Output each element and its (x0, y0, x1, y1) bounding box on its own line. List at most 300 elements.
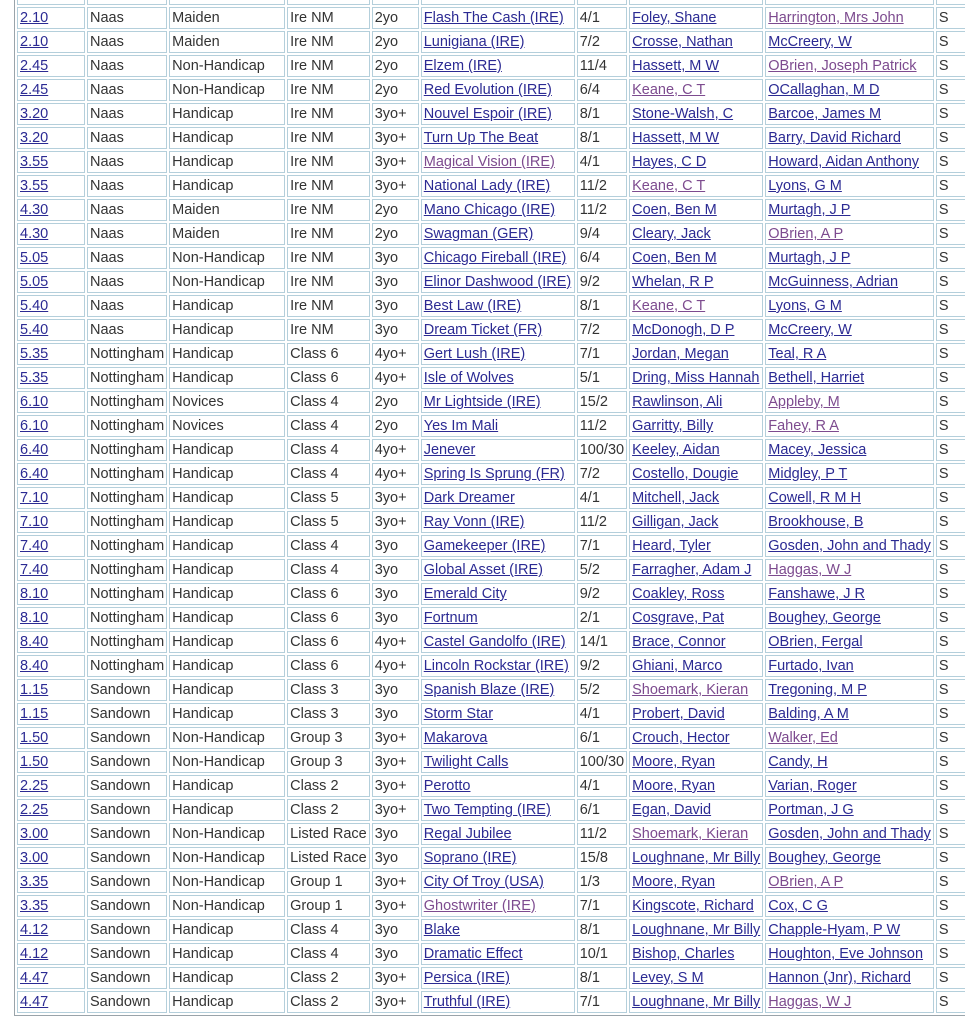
time-link[interactable]: 2.25 (20, 778, 49, 794)
jockey-link[interactable]: Rawlinson, Ali (632, 394, 723, 410)
cell-class: Class 4 (287, 919, 370, 941)
time-link[interactable]: 2.25 (20, 802, 49, 818)
jockey-link[interactable]: Hayes, C D (632, 154, 707, 170)
table-row (17, 799, 965, 821)
horse-link[interactable]: Regal Jubilee (423, 826, 512, 842)
horse-link[interactable]: Elinor Dashwood (IRE) (423, 274, 572, 290)
time-link[interactable]: 4.47 (20, 970, 49, 986)
cell-class: Ire NM (287, 151, 370, 173)
jockey-link[interactable]: Hassett, M W (632, 58, 720, 74)
cell-time (17, 55, 85, 77)
time-link[interactable]: 5.05 (20, 250, 49, 266)
time-link[interactable]: 8.40 (20, 658, 49, 674)
trainer-link[interactable]: Lyons, G M (768, 298, 842, 314)
time-link[interactable]: 4.12 (20, 922, 49, 938)
cell-jockey (629, 559, 763, 581)
trainer-link[interactable]: Teal, R A (768, 346, 827, 362)
trainer-link[interactable]: OBrien, Joseph Patrick (768, 58, 917, 74)
jockey-link[interactable]: Dring, Miss Hannah (632, 370, 760, 386)
jockey-link[interactable]: Levey, S M (632, 970, 704, 986)
cell-race-type: Handicap (169, 679, 285, 701)
trainer-link[interactable]: Fahey, R A (768, 418, 839, 434)
time-link[interactable]: 3.20 (20, 130, 49, 146)
cell-jockey (629, 151, 763, 173)
time-link[interactable]: 6.10 (20, 394, 49, 410)
cell-time (17, 919, 85, 941)
table-row (17, 79, 965, 101)
cell-race-type: Handicap (169, 175, 285, 197)
time-link[interactable]: 5.05 (20, 274, 49, 290)
cell-time (17, 271, 85, 293)
jockey-link[interactable]: Cleary, Jack (632, 226, 711, 242)
cell-age: 4yo+ (372, 343, 419, 365)
trainer-link[interactable]: Macey, Jessica (768, 442, 867, 458)
horse-link[interactable]: Yes Im Mali (423, 418, 499, 434)
time-link[interactable]: 3.35 (20, 898, 49, 914)
time-link[interactable]: 6.40 (20, 466, 49, 482)
cell-horse (421, 175, 575, 197)
horse-link[interactable]: Ray Vonn (IRE) (423, 514, 525, 530)
horse-link[interactable]: Turn Up The Beat (423, 130, 539, 146)
jockey-link[interactable]: Moore, Ryan (632, 874, 716, 890)
cell-time (17, 31, 85, 53)
time-link[interactable]: 5.35 (20, 370, 49, 386)
cell-time (17, 775, 85, 797)
trainer-link[interactable]: Howard, Aidan Anthony (768, 154, 920, 170)
horse-link[interactable]: Isle of Wolves (423, 370, 514, 386)
jockey-link[interactable]: Coen, Ben M (632, 250, 717, 266)
time-link[interactable]: 4.47 (20, 994, 49, 1010)
table-row (17, 415, 965, 437)
horse-link[interactable]: Soprano (IRE) (423, 850, 517, 866)
cell-odds: 8/1 (577, 103, 627, 125)
cell-trainer (765, 991, 934, 1013)
jockey-link[interactable]: Ghiani, Marco (632, 658, 723, 674)
horse-link[interactable]: Fortnum (423, 610, 478, 626)
cell-race-type: Handicap (169, 535, 285, 557)
trainer-link[interactable]: Furtado, Ivan (768, 658, 854, 674)
cell-trainer (765, 751, 934, 773)
time-link[interactable]: 1.15 (20, 706, 49, 722)
cell-age: 2yo (372, 7, 419, 29)
horse-link[interactable]: Gert Lush (IRE) (423, 346, 526, 362)
cell-age: 3yo+ (372, 511, 419, 533)
horse-link[interactable]: Swagman (GER) (423, 226, 534, 242)
jockey-link[interactable]: Stone-Walsh, C (632, 106, 734, 122)
table-row (17, 319, 965, 341)
trainer-link[interactable]: Barry, David Richard (768, 130, 901, 146)
horse-link[interactable]: Spanish Blaze (IRE) (423, 682, 555, 698)
cell-course: Nottingham (87, 391, 167, 413)
table-row (17, 775, 965, 797)
time-link[interactable]: 4.30 (20, 226, 49, 242)
trainer-link[interactable]: Chapple-Hyam, P W (768, 922, 901, 938)
cell-jockey (629, 631, 763, 653)
cell-jockey (629, 463, 763, 485)
cell-age: 4yo+ (372, 631, 419, 653)
time-link[interactable]: 5.35 (20, 346, 49, 362)
trainer-link[interactable]: Cowell, R M H (768, 490, 861, 506)
cell-age: 3yo (372, 295, 419, 317)
trainer-link[interactable]: Balding, A M (768, 706, 849, 722)
cell-age: 3yo (372, 583, 419, 605)
cell-extra: S (936, 607, 965, 629)
horse-link[interactable]: Mano Chicago (IRE) (423, 202, 556, 218)
horse-link[interactable]: Two Tempting (IRE) (423, 802, 551, 818)
jockey-link[interactable]: Keane, C T (632, 178, 706, 194)
cell-trainer (765, 775, 934, 797)
horse-link[interactable]: Gamekeeper (IRE) (423, 538, 546, 554)
time-link[interactable]: 7.10 (20, 490, 49, 506)
cell-time (17, 415, 85, 437)
jockey-link[interactable]: Mitchell, Jack (632, 490, 720, 506)
cell-jockey (629, 823, 763, 845)
cell-trainer (765, 895, 934, 917)
jockey-link[interactable]: Moore, Ryan (632, 778, 716, 794)
trainer-link[interactable]: Lyons, G M (768, 178, 842, 194)
cell-course: Nottingham (87, 607, 167, 629)
cell-horse (421, 847, 575, 869)
horse-link[interactable]: National Lady (IRE) (423, 178, 551, 194)
jockey-link[interactable]: Farragher, Adam J (632, 562, 752, 578)
cell-horse (421, 151, 575, 173)
trainer-link[interactable]: Hannon (Jnr), Richard (768, 970, 911, 986)
table-row (17, 679, 965, 701)
cell-extra: S (936, 799, 965, 821)
cell-race-type: Handicap (169, 799, 285, 821)
horse-link[interactable]: Chicago Fireball (IRE) (423, 250, 567, 266)
time-link[interactable]: 5.40 (20, 322, 49, 338)
trainer-link[interactable]: Boughey, George (768, 610, 881, 626)
trainer-link[interactable]: Walker, Ed (768, 730, 838, 746)
jockey-link[interactable]: Keane, C T (632, 298, 706, 314)
trainer-link[interactable]: Midgley, P T (768, 466, 848, 482)
table-row (17, 583, 965, 605)
time-link[interactable]: 4.12 (20, 946, 49, 962)
jockey-link[interactable]: Crosse, Nathan (632, 34, 733, 50)
cell-trainer (765, 463, 934, 485)
horse-link[interactable]: Persica (IRE) (423, 970, 510, 986)
time-link[interactable]: 8.10 (20, 610, 49, 626)
cell-horse (421, 679, 575, 701)
time-link[interactable]: 5.40 (20, 298, 49, 314)
horse-link[interactable]: Lincoln Rockstar (IRE) (423, 658, 569, 674)
trainer-link[interactable]: Portman, J G (768, 802, 854, 818)
cell-extra: S (936, 175, 965, 197)
trainer-link[interactable]: Gosden, John and Thady (768, 826, 931, 842)
jockey-link[interactable]: Probert, David (632, 706, 725, 722)
jockey-link[interactable]: Gilligan, Jack (632, 514, 719, 530)
cell-course: Naas (87, 151, 167, 173)
cell-horse (421, 967, 575, 989)
cell-race-type: Handicap (169, 367, 285, 389)
jockey-link[interactable]: Keeley, Aidan (632, 442, 720, 458)
horse-link[interactable]: City Of Troy (USA) (423, 874, 544, 890)
trainer-link[interactable]: Candy, H (768, 754, 828, 770)
cell-time (17, 847, 85, 869)
cell-horse (421, 991, 575, 1013)
trainer-link[interactable]: Haggas, W J (768, 562, 852, 578)
cell-race-type: Handicap (169, 655, 285, 677)
jockey-link[interactable]: Foley, Shane (632, 10, 717, 26)
trainer-link[interactable]: McCreery, W (768, 34, 852, 50)
horse-link[interactable]: Emerald City (423, 586, 507, 602)
time-link[interactable]: 2.45 (20, 82, 49, 98)
table-row (17, 511, 965, 533)
cell-jockey (629, 247, 763, 269)
trainer-link[interactable]: Fanshawe, J R (768, 586, 865, 602)
cell-extra: S (936, 655, 965, 677)
jockey-link[interactable]: McDonogh, D P (632, 322, 735, 338)
trainer-link[interactable]: Harrington, Mrs John (768, 10, 904, 26)
horse-link[interactable]: Lunigiana (IRE) (423, 34, 525, 50)
jockey-link[interactable]: Kingscote, Richard (632, 898, 754, 914)
jockey-link[interactable]: Shoemark, Kieran (632, 826, 749, 842)
cell-course: Sandown (87, 943, 167, 965)
time-link[interactable]: 3.20 (20, 106, 49, 122)
time-link[interactable]: 3.00 (20, 826, 49, 842)
cell-age: 3yo+ (372, 991, 419, 1013)
cell-jockey (629, 223, 763, 245)
cell-age: 3yo (372, 247, 419, 269)
horse-link[interactable]: Ghostwriter (IRE) (423, 898, 536, 914)
jockey-link[interactable]: Loughnane, Mr Billy (632, 922, 761, 938)
table-row (17, 943, 965, 965)
cell-race-type: Handicap (169, 151, 285, 173)
cell-extra: S (936, 391, 965, 413)
jockey-link[interactable]: Hassett, M W (632, 130, 720, 146)
horse-link[interactable]: Twilight Calls (423, 754, 509, 770)
cell-horse (421, 319, 575, 341)
time-link[interactable]: 8.10 (20, 586, 49, 602)
cell-course: Nottingham (87, 463, 167, 485)
cell-odds: 8/1 (577, 919, 627, 941)
time-link[interactable]: 2.10 (20, 34, 49, 50)
horse-link[interactable]: Castel Gandolfo (IRE) (423, 634, 566, 650)
cell-class: Class 4 (287, 559, 370, 581)
time-link[interactable]: 6.10 (20, 418, 49, 434)
cell-horse (421, 871, 575, 893)
horse-link[interactable]: Spring Is Sprung (FR) (423, 466, 565, 482)
cell-extra: S (936, 343, 965, 365)
cell-course: Naas (87, 127, 167, 149)
cell-race-type: Handicap (169, 775, 285, 797)
trainer-link[interactable]: OBrien, Fergal (768, 634, 863, 650)
cell-age: 3yo (372, 823, 419, 845)
trainer-link[interactable]: OCallaghan, M D (768, 82, 880, 98)
horse-link[interactable]: Blake (423, 922, 461, 938)
horse-link[interactable]: Red Evolution (IRE) (423, 82, 552, 98)
cell-class: Class 3 (287, 703, 370, 725)
jockey-link[interactable]: Coakley, Ross (632, 586, 725, 602)
cell-extra: S (936, 319, 965, 341)
cell-class: Class 2 (287, 991, 370, 1013)
cell-age: 2yo (372, 391, 419, 413)
table-row (17, 703, 965, 725)
trainer-link[interactable]: OBrien, A P (768, 874, 844, 890)
cell-horse (421, 751, 575, 773)
trainer-link[interactable]: Cox, C G (768, 898, 828, 914)
time-link[interactable]: 7.40 (20, 538, 49, 554)
cell-extra: S (936, 511, 965, 533)
time-link[interactable]: 3.35 (20, 874, 49, 890)
horse-link[interactable]: Dark Dreamer (423, 490, 515, 506)
cell-class (287, 0, 370, 5)
trainer-link[interactable]: Haggas, W J (768, 994, 852, 1010)
cell-class: Listed Race (287, 823, 370, 845)
cell-time (17, 487, 85, 509)
trainer-link[interactable]: Murtagh, J P (768, 250, 851, 266)
cell-jockey (629, 199, 763, 221)
time-link[interactable]: 3.55 (20, 154, 49, 170)
cell-age: 2yo (372, 415, 419, 437)
cell-course: Nottingham (87, 511, 167, 533)
horse-link[interactable]: Mr Lightside (IRE) (423, 394, 541, 410)
horse-link[interactable]: Dramatic Effect (423, 946, 523, 962)
horse-link[interactable]: Global Asset (IRE) (423, 562, 543, 578)
time-link[interactable]: 2.10 (20, 10, 49, 26)
jockey-link[interactable]: Garritty, Billy (632, 418, 714, 434)
trainer-link[interactable]: Murtagh, J P (768, 202, 851, 218)
cell-jockey (629, 871, 763, 893)
cell-trainer (765, 583, 934, 605)
jockey-link[interactable]: Brace, Connor (632, 634, 726, 650)
cell-race-type: Non-Handicap (169, 823, 285, 845)
horse-link[interactable]: Makarova (423, 730, 488, 746)
table-row (17, 175, 965, 197)
horse-link[interactable]: Flash The Cash (IRE) (423, 10, 564, 26)
cell-race-type (169, 0, 285, 5)
horse-link[interactable]: Elzem (IRE) (423, 58, 502, 74)
cell-age: 4yo+ (372, 439, 419, 461)
cell-age: 3yo+ (372, 871, 419, 893)
cell-age: 3yo+ (372, 799, 419, 821)
cell-jockey (629, 415, 763, 437)
jockey-link[interactable]: Loughnane, Mr Billy (632, 850, 761, 866)
cell-class: Ire NM (287, 175, 370, 197)
cell-odds: 7/1 (577, 343, 627, 365)
cell-extra: S (936, 103, 965, 125)
cell-odds: 4/1 (577, 151, 627, 173)
horse-link[interactable]: Best Law (IRE) (423, 298, 522, 314)
trainer-link[interactable]: Houghton, Eve Johnson (768, 946, 924, 962)
trainer-link[interactable]: Gosden, John and Thady (768, 538, 931, 554)
jockey-link[interactable]: Egan, David (632, 802, 712, 818)
cell-odds: 4/1 (577, 775, 627, 797)
time-link[interactable]: 2.45 (20, 58, 49, 74)
cell-age: 3yo (372, 319, 419, 341)
cell-jockey (629, 343, 763, 365)
trainer-link[interactable]: McCreery, W (768, 322, 852, 338)
cell-time (17, 511, 85, 533)
cell-race-type: Non-Handicap (169, 55, 285, 77)
jockey-link[interactable]: Moore, Ryan (632, 754, 716, 770)
cell-jockey (629, 727, 763, 749)
cell-race-type: Handicap (169, 583, 285, 605)
cell-class: Class 5 (287, 487, 370, 509)
trainer-link[interactable]: OBrien, A P (768, 226, 844, 242)
jockey-link[interactable]: Shoemark, Kieran (632, 682, 749, 698)
time-link[interactable]: 3.55 (20, 178, 49, 194)
jockey-link[interactable]: Loughnane, Mr Billy (632, 994, 761, 1010)
horse-link[interactable]: Dream Ticket (FR) (423, 322, 543, 338)
horse-link[interactable]: Storm Star (423, 706, 494, 722)
table-row (17, 535, 965, 557)
time-link[interactable]: 7.40 (20, 562, 49, 578)
trainer-link[interactable]: Appleby, M (768, 394, 840, 410)
jockey-link[interactable]: Whelan, R P (632, 274, 714, 290)
cell-odds: 7/1 (577, 895, 627, 917)
cell-jockey (629, 751, 763, 773)
horse-link[interactable]: Nouvel Espoir (IRE) (423, 106, 552, 122)
trainer-link[interactable]: Barcoe, James M (768, 106, 882, 122)
cell-extra: S (936, 367, 965, 389)
time-link[interactable]: 7.10 (20, 514, 49, 530)
jockey-link[interactable]: Keane, C T (632, 82, 706, 98)
trainer-link[interactable]: Boughey, George (768, 850, 881, 866)
cell-course: Nottingham (87, 487, 167, 509)
table-row (17, 631, 965, 653)
table-row (17, 199, 965, 221)
cell-time (17, 439, 85, 461)
time-link[interactable]: 1.15 (20, 682, 49, 698)
trainer-link[interactable]: Varian, Roger (768, 778, 857, 794)
cell-horse (421, 0, 575, 5)
time-link[interactable]: 1.50 (20, 754, 49, 770)
cell-odds: 11/2 (577, 511, 627, 533)
table-row (17, 871, 965, 893)
jockey-link[interactable]: Cosgrave, Pat (632, 610, 724, 626)
time-link[interactable]: 4.30 (20, 202, 49, 218)
cell-time (17, 703, 85, 725)
time-link[interactable]: 6.40 (20, 442, 49, 458)
cell-time (17, 799, 85, 821)
cell-time (17, 895, 85, 917)
horse-link[interactable]: Truthful (IRE) (423, 994, 511, 1010)
cell-jockey (629, 295, 763, 317)
jockey-link[interactable]: Coen, Ben M (632, 202, 717, 218)
trainer-link[interactable]: McGuinness, Adrian (768, 274, 899, 290)
cell-class: Ire NM (287, 127, 370, 149)
cell-extra: S (936, 295, 965, 317)
cell-trainer (765, 7, 934, 29)
cell-age: 3yo (372, 607, 419, 629)
table-row (17, 391, 965, 413)
horse-link[interactable]: Magical Vision (IRE) (423, 154, 555, 170)
cell-age: 3yo+ (372, 175, 419, 197)
jockey-link[interactable]: Jordan, Megan (632, 346, 729, 362)
jockey-link[interactable]: Crouch, Hector (632, 730, 730, 746)
table-row (17, 559, 965, 581)
time-link[interactable]: 3.00 (20, 850, 49, 866)
cell-trainer (765, 535, 934, 557)
time-link[interactable]: 1.50 (20, 730, 49, 746)
trainer-link[interactable]: Tregoning, M P (768, 682, 867, 698)
horse-link[interactable]: Jenever (423, 442, 476, 458)
table-row (17, 727, 965, 749)
table-row (17, 895, 965, 917)
cell-odds: 7/2 (577, 319, 627, 341)
time-link[interactable]: 8.40 (20, 634, 49, 650)
jockey-link[interactable]: Costello, Dougie (632, 466, 739, 482)
horse-link[interactable]: Perotto (423, 778, 471, 794)
cell-class: Class 6 (287, 655, 370, 677)
trainer-link[interactable]: Brookhouse, B (768, 514, 864, 530)
jockey-link[interactable]: Heard, Tyler (632, 538, 711, 554)
trainer-link[interactable]: Bethell, Harriet (768, 370, 865, 386)
cell-age: 4yo+ (372, 655, 419, 677)
jockey-link[interactable]: Bishop, Charles (632, 946, 735, 962)
